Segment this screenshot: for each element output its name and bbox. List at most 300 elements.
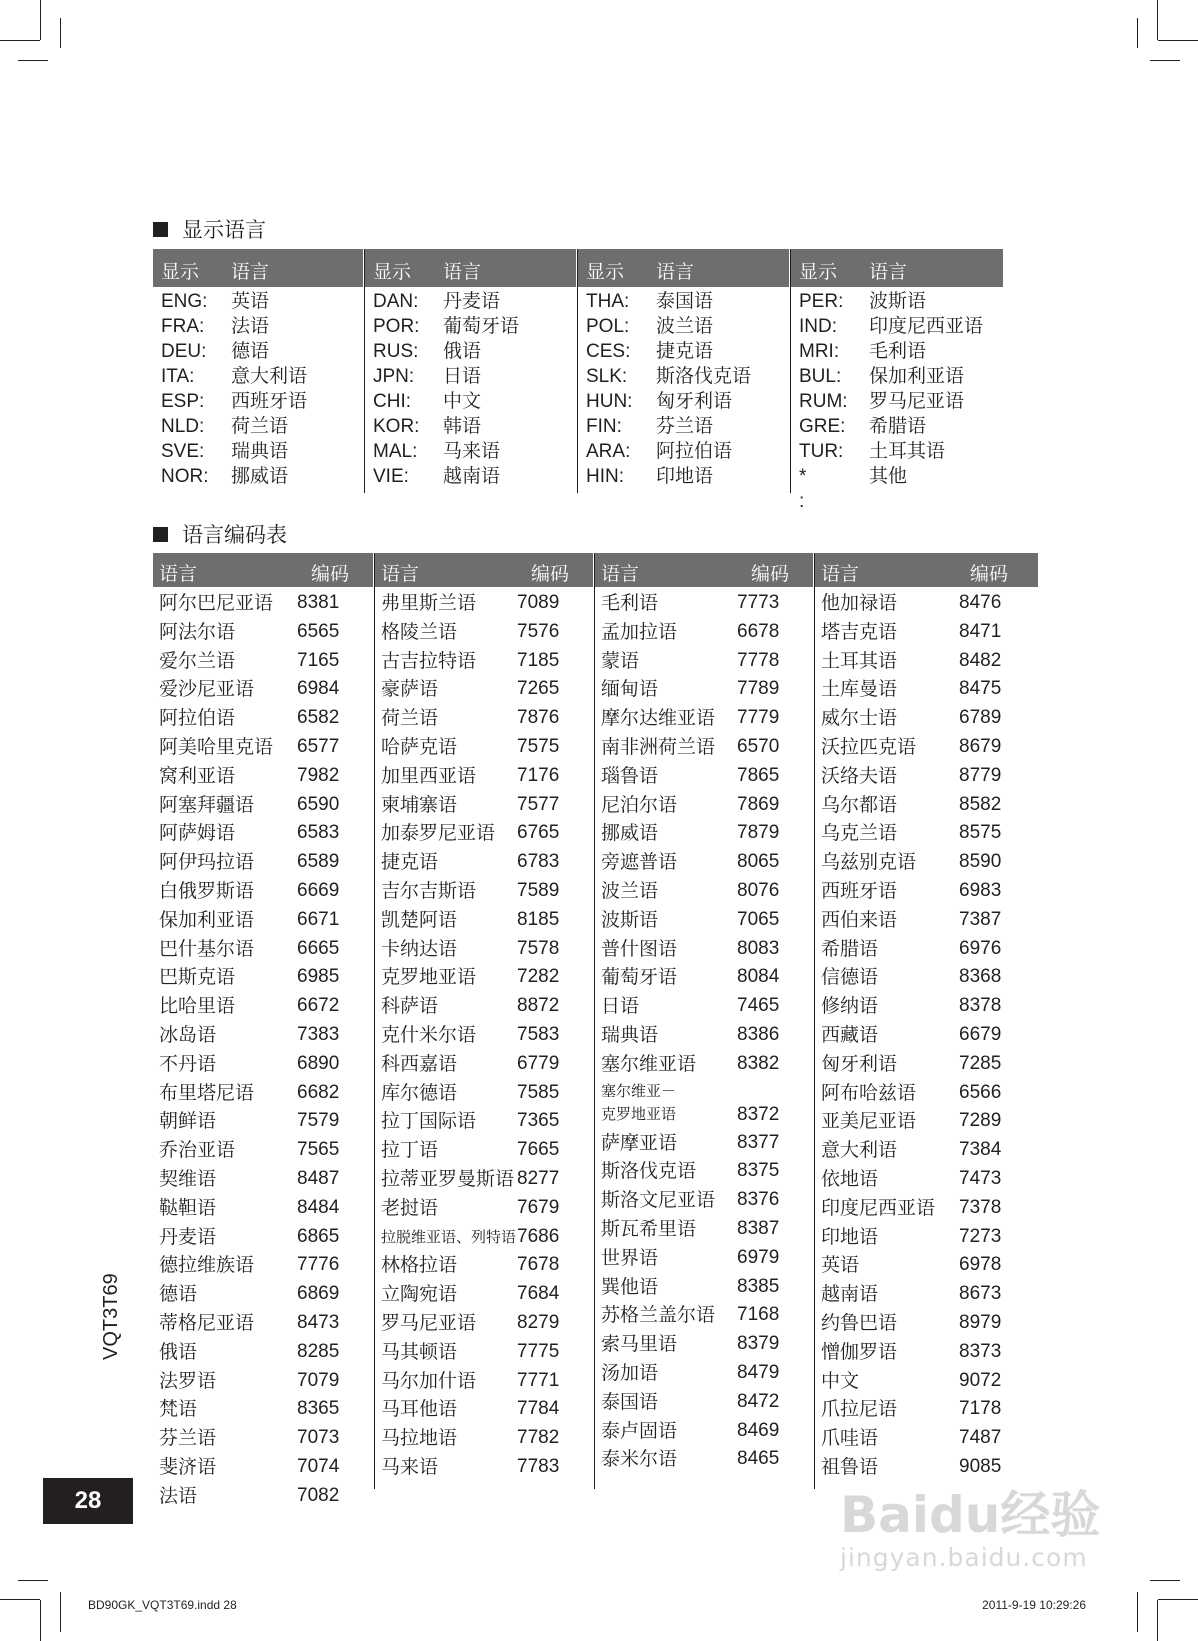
language-name: 巽他语 — [601, 1275, 659, 1298]
language-name: 乔治亚语 — [159, 1139, 236, 1162]
crop-mark — [40, 1600, 41, 1641]
language-name: 法罗语 — [159, 1369, 217, 1392]
language-name: 瑙鲁语 — [601, 764, 659, 787]
language-code: 6890 — [297, 1052, 340, 1074]
crop-mark — [1150, 60, 1180, 61]
header-language: 语言 — [869, 261, 908, 283]
language-code: 8375 — [737, 1160, 780, 1182]
header-language: 语言 — [381, 563, 420, 585]
language-code: 6679 — [959, 1023, 1002, 1045]
display-code: ESP: — [161, 391, 205, 412]
language-name: 乌克兰语 — [821, 822, 898, 845]
column-divider — [790, 249, 791, 493]
language-code: 7579 — [297, 1110, 340, 1132]
language-name: 保加利亚语 — [159, 908, 255, 931]
language-name: 希腊语 — [821, 937, 879, 960]
header-code: 编码 — [970, 563, 1009, 585]
language-code: 7168 — [737, 1304, 780, 1326]
language-name: 丹麦语 — [443, 290, 501, 312]
language-name: 拉脱维亚语、列特语 — [381, 1227, 517, 1246]
square-bullet-icon — [153, 222, 168, 237]
language-name: 孟加拉语 — [601, 620, 678, 643]
language-code: 8473 — [297, 1311, 340, 1333]
display-language-title — [153, 214, 266, 244]
language-name: 捷克语 — [656, 340, 714, 362]
language-name: 爱沙尼亚语 — [159, 678, 255, 701]
language-code: 6985 — [297, 966, 340, 988]
language-code: 8476 — [959, 592, 1002, 613]
language-name: 马来语 — [443, 440, 501, 462]
language-name: 毛利语 — [869, 340, 927, 362]
language-name: 保加利亚语 — [869, 365, 965, 387]
header-language: 语言 — [601, 563, 640, 585]
language-name: 凯楚阿语 — [381, 908, 458, 931]
display-code: CES: — [586, 341, 631, 362]
language-code: 6566 — [959, 1081, 1002, 1103]
language-name: 希腊语 — [869, 415, 927, 437]
language-name: 马来语 — [381, 1455, 439, 1478]
language-name: 不丹语 — [159, 1052, 217, 1075]
language-code: 7384 — [959, 1139, 1002, 1161]
language-name: 越南语 — [821, 1283, 879, 1306]
language-name: 荷兰语 — [381, 707, 439, 730]
language-code: 6869 — [297, 1283, 340, 1305]
column-divider — [577, 249, 578, 493]
language-code: 7383 — [297, 1023, 340, 1045]
language-code: 6671 — [297, 908, 340, 930]
language-name: 依地语 — [821, 1167, 879, 1190]
language-name: 英语 — [821, 1254, 860, 1277]
language-name: 沃拉匹克语 — [821, 735, 917, 758]
language-name: 白俄罗斯语 — [159, 879, 255, 902]
language-name: 泰米尔语 — [601, 1448, 678, 1471]
language-code: 7789 — [737, 678, 780, 700]
language-code: 8386 — [737, 1023, 780, 1045]
language-name: 吉尔吉斯语 — [381, 879, 477, 902]
header-display: 显示 — [373, 261, 412, 283]
table-header — [595, 553, 813, 587]
language-code: 7089 — [517, 592, 560, 613]
language-code: 8277 — [517, 1167, 560, 1189]
language-name: 罗马尼亚语 — [869, 390, 965, 412]
language-name: 柬埔寨语 — [381, 793, 458, 816]
language-name: 拉丁语 — [381, 1139, 439, 1162]
crop-mark — [1157, 0, 1158, 40]
language-name: 科萨语 — [381, 995, 439, 1018]
language-code: 6570 — [737, 735, 780, 757]
language-name: 豪萨语 — [381, 678, 439, 701]
language-code: 8872 — [517, 995, 560, 1017]
language-code: 7079 — [297, 1369, 340, 1391]
language-code: 6682 — [297, 1081, 340, 1103]
crop-mark — [1137, 1592, 1138, 1632]
language-code: 7176 — [517, 764, 560, 786]
language-name: 阿伊玛拉语 — [159, 851, 255, 874]
language-code: 8471 — [959, 620, 1002, 642]
language-name: 亚美尼亚语 — [821, 1110, 917, 1133]
display-code: FRA: — [161, 316, 205, 337]
header-code: 编码 — [751, 563, 790, 585]
language-name: 库尔德语 — [381, 1081, 458, 1104]
language-name: 乌尔都语 — [821, 793, 898, 816]
language-name: 拉丁国际语 — [381, 1110, 477, 1133]
language-code: 9085 — [959, 1455, 1002, 1477]
language-code: 8472 — [737, 1390, 780, 1412]
language-code: 7678 — [517, 1254, 560, 1276]
language-name: 南非洲荷兰语 — [601, 735, 716, 758]
language-name: 索马里语 — [601, 1333, 678, 1356]
table-header — [365, 249, 576, 287]
language-name: 法语 — [231, 315, 270, 337]
language-name: 德拉维族语 — [159, 1254, 255, 1277]
language-code: 6565 — [297, 620, 340, 642]
crop-mark — [1158, 40, 1198, 41]
language-name: 德语 — [231, 340, 270, 362]
language-name: 巴什基尔语 — [159, 937, 255, 960]
language-code: 7289 — [959, 1110, 1002, 1132]
language-name: 意大利语 — [231, 365, 308, 387]
language-code: 7982 — [297, 764, 340, 786]
language-code: 7575 — [517, 735, 560, 757]
crop-mark — [18, 60, 48, 61]
language-name: 泰国语 — [601, 1390, 659, 1413]
language-name: 立陶宛语 — [381, 1283, 458, 1306]
table-header — [375, 553, 593, 587]
header-language: 语言 — [656, 261, 695, 283]
language-code: 6589 — [297, 851, 340, 873]
language-name: 波兰语 — [601, 879, 659, 902]
language-code: 7282 — [517, 966, 560, 988]
language-code: 8482 — [959, 649, 1002, 671]
language-code: 7784 — [517, 1398, 560, 1420]
crop-mark — [1158, 1599, 1198, 1600]
language-code: 7576 — [517, 620, 560, 642]
column-divider — [814, 553, 815, 1489]
language-code: 7775 — [517, 1340, 560, 1362]
language-code: 6976 — [959, 937, 1002, 959]
language-name: 老挝语 — [381, 1196, 439, 1219]
language-code: 7565 — [297, 1139, 340, 1161]
language-code: 8779 — [959, 764, 1002, 786]
display-code: ARA: — [586, 441, 631, 462]
language-code: 7585 — [517, 1081, 560, 1103]
header-language: 语言 — [821, 563, 860, 585]
language-code: 8376 — [737, 1189, 780, 1211]
language-code: 7773 — [737, 592, 780, 613]
footer-filename: BD90GK_VQT3T69.indd 28 — [88, 1598, 237, 1612]
display-code: POR: — [373, 316, 420, 337]
crop-mark — [60, 18, 61, 48]
language-name: 中文 — [443, 390, 482, 412]
display-code: JPN: — [373, 366, 415, 387]
crop-mark — [1157, 1600, 1158, 1641]
display-code: ITA: — [161, 366, 195, 387]
display-code: FIN: — [586, 416, 622, 437]
language-name: 荷兰语 — [231, 415, 289, 437]
language-name: 阿萨姆语 — [159, 822, 236, 845]
document-code: VQT3T69 — [100, 1273, 122, 1360]
language-name: 斐济语 — [159, 1455, 217, 1478]
language-code: 7879 — [737, 822, 780, 844]
language-name: 加里西亚语 — [381, 764, 477, 787]
language-code: 7679 — [517, 1196, 560, 1218]
language-name: 哈萨克语 — [381, 735, 458, 758]
language-code: 7684 — [517, 1283, 560, 1305]
language-name: 印地语 — [656, 465, 714, 487]
display-code: DEU: — [161, 341, 207, 362]
column-divider — [364, 249, 365, 493]
language-code: 8377 — [737, 1131, 780, 1153]
language-name: 马其顿语 — [381, 1340, 458, 1363]
language-name: 波兰语 — [656, 315, 714, 337]
language-name: 阿尔巴尼亚语 — [159, 592, 274, 614]
table-header — [153, 249, 363, 287]
language-code: 8379 — [737, 1333, 780, 1355]
header-language: 语言 — [159, 563, 198, 585]
language-code: 8065 — [737, 851, 780, 873]
language-name: 罗马尼亚语 — [381, 1311, 477, 1334]
language-code: 7082 — [297, 1484, 340, 1506]
language-code: 7065 — [737, 908, 780, 930]
language-name: 窝利亚语 — [159, 764, 236, 787]
language-name: 塞尔维亚语 — [601, 1052, 697, 1075]
language-code: 8076 — [737, 879, 780, 901]
language-name: 阿塞拜疆语 — [159, 793, 255, 816]
language-code: 8365 — [297, 1398, 340, 1420]
language-code: 8279 — [517, 1311, 560, 1333]
language-code: 8673 — [959, 1283, 1002, 1305]
language-name: 葡萄牙语 — [601, 966, 678, 989]
language-name: 约鲁巴语 — [821, 1311, 898, 1334]
language-name: 马尔加什语 — [381, 1369, 477, 1392]
language-name: 布里塔尼语 — [159, 1081, 255, 1104]
language-code: 8084 — [737, 966, 780, 988]
language-name: 马耳他语 — [381, 1398, 458, 1421]
table-header — [578, 249, 789, 287]
language-name: 弗里斯兰语 — [381, 592, 477, 614]
language-code: 7778 — [737, 649, 780, 671]
language-code: 6865 — [297, 1225, 340, 1247]
language-code: 7686 — [517, 1225, 560, 1247]
language-code: 7165 — [297, 649, 340, 671]
language-name: 蒙语 — [601, 649, 640, 672]
language-name: 捷克语 — [381, 851, 439, 874]
language-code: 6984 — [297, 678, 340, 700]
language-code: 8285 — [297, 1340, 340, 1362]
language-code: 8083 — [737, 937, 780, 959]
display-code: GRE: — [799, 416, 846, 437]
table-header — [815, 553, 1038, 587]
language-name: 他加禄语 — [821, 592, 898, 614]
language-name: 信德语 — [821, 966, 879, 989]
language-name: 其他 — [869, 465, 908, 487]
language-name: 冰岛语 — [159, 1023, 217, 1046]
language-code: 7578 — [517, 937, 560, 959]
display-code: IND: — [799, 316, 837, 337]
column-divider — [374, 553, 375, 1489]
language-code: 7782 — [517, 1427, 560, 1449]
language-code: 7776 — [297, 1254, 340, 1276]
display-language-table — [153, 249, 1003, 512]
language-code: 8475 — [959, 678, 1002, 700]
language-code: 8487 — [297, 1167, 340, 1189]
language-code: 8590 — [959, 851, 1002, 873]
language-code: 8469 — [737, 1419, 780, 1441]
language-name: 鞑靼语 — [159, 1196, 217, 1219]
display-code: SVE: — [161, 441, 205, 462]
language-code: 8484 — [297, 1196, 340, 1218]
language-name: 印地语 — [821, 1225, 879, 1248]
language-name: 日语 — [601, 995, 640, 1018]
language-code: 7074 — [297, 1455, 340, 1477]
language-name: 朝鲜语 — [159, 1110, 217, 1133]
column-divider — [594, 553, 595, 1489]
header-language: 语言 — [231, 261, 270, 283]
language-name: 旁遮普语 — [601, 851, 678, 874]
language-name: 爱尔兰语 — [159, 649, 236, 672]
language-name: 塞尔维亚－ 克罗地亚语 — [601, 1081, 677, 1123]
header-display: 显示 — [586, 261, 625, 283]
language-name: 憎伽罗语 — [821, 1340, 898, 1363]
language-code: 8373 — [959, 1340, 1002, 1362]
language-name: 匈牙利语 — [656, 390, 733, 412]
language-name: 马拉地语 — [381, 1427, 458, 1450]
language-code: 7073 — [297, 1427, 340, 1449]
language-name: 加泰罗尼亚语 — [381, 822, 496, 845]
language-name: 威尔士语 — [821, 707, 898, 730]
language-name: 阿拉伯语 — [656, 440, 733, 462]
crop-mark — [0, 40, 40, 41]
language-name: 德语 — [159, 1283, 198, 1306]
language-code: 8385 — [737, 1275, 780, 1297]
language-name: 芬兰语 — [159, 1427, 217, 1450]
language-name: 蒂格尼亚语 — [159, 1311, 255, 1334]
display-code: VIE: — [373, 466, 409, 487]
language-name: 克什米尔语 — [381, 1023, 477, 1046]
language-name: 丹麦语 — [159, 1225, 217, 1248]
language-code: 6577 — [297, 735, 340, 757]
language-name: 芬兰语 — [656, 415, 714, 437]
language-name: 塔吉克语 — [821, 620, 898, 643]
language-name: 匈牙利语 — [821, 1052, 898, 1075]
language-name: 阿布哈兹语 — [821, 1081, 917, 1104]
language-name: 俄语 — [443, 340, 482, 362]
display-code: SLK: — [586, 366, 628, 387]
language-name: 土耳其语 — [821, 649, 898, 672]
language-name: 西藏语 — [821, 1023, 879, 1046]
display-code: NOR: — [161, 466, 209, 487]
language-code: 7473 — [959, 1167, 1002, 1189]
language-code: 7783 — [517, 1455, 560, 1477]
language-name: 修纳语 — [821, 995, 879, 1018]
language-name: 印度尼西亚语 — [821, 1196, 936, 1219]
language-name: 克罗地亚语 — [381, 966, 477, 989]
language-name: 韩语 — [443, 415, 482, 437]
page-number: 28 — [43, 1478, 133, 1524]
language-name: 沃络夫语 — [821, 764, 898, 787]
language-code: 7273 — [959, 1225, 1002, 1247]
language-name: 缅甸语 — [601, 678, 659, 701]
language-name: 瑞典语 — [231, 440, 289, 462]
language-name: 西伯来语 — [821, 908, 898, 931]
language-code-title — [153, 519, 287, 549]
language-name: 斯洛伐克语 — [656, 365, 752, 387]
language-code: 8372 — [737, 1103, 780, 1125]
language-code: 7869 — [737, 793, 780, 815]
watermark-sub: jingyan.baidu.com — [840, 1543, 1088, 1572]
language-name: 斯瓦希里语 — [601, 1217, 697, 1240]
language-code: 8381 — [297, 592, 340, 613]
language-name: 比哈里语 — [159, 995, 236, 1018]
language-code: 7365 — [517, 1110, 560, 1132]
language-code: 7185 — [517, 649, 560, 671]
language-code: 8479 — [737, 1361, 780, 1383]
language-name: 泰国语 — [656, 290, 714, 312]
header-display: 显示 — [161, 261, 200, 283]
language-name: 越南语 — [443, 465, 501, 487]
header-display: 显示 — [799, 261, 838, 283]
display-code: RUM: — [799, 391, 848, 412]
language-code: 7771 — [517, 1369, 560, 1391]
language-code: 8378 — [959, 995, 1002, 1017]
section-title-text: 语言编码表 — [182, 523, 287, 547]
language-name: 梵语 — [159, 1398, 198, 1421]
display-code: POL: — [586, 316, 630, 337]
language-name: 葡萄牙语 — [443, 315, 520, 337]
language-name: 土耳其语 — [869, 440, 946, 462]
language-code: 6779 — [517, 1052, 560, 1074]
language-name: 泰卢固语 — [601, 1419, 678, 1442]
language-name: 卡纳达语 — [381, 937, 458, 960]
display-code: CHI: — [373, 391, 411, 412]
language-name: 西班牙语 — [821, 879, 898, 902]
language-code: 8979 — [959, 1311, 1002, 1333]
header-language: 语言 — [443, 261, 482, 283]
language-name: 瑞典语 — [601, 1023, 659, 1046]
display-code: DAN: — [373, 291, 419, 312]
header-code: 编码 — [531, 563, 570, 585]
language-name: 苏格兰盖尔语 — [601, 1304, 716, 1327]
language-code: 8368 — [959, 966, 1002, 988]
language-code: 8382 — [737, 1052, 780, 1074]
language-code: 8185 — [517, 908, 560, 930]
language-code: 7178 — [959, 1398, 1002, 1420]
language-name: 汤加语 — [601, 1361, 659, 1384]
language-name: 萨摩亚语 — [601, 1131, 678, 1154]
language-name: 巴斯克语 — [159, 966, 236, 989]
display-code: THA: — [586, 291, 630, 312]
table-header — [153, 553, 373, 587]
language-code: 7665 — [517, 1139, 560, 1161]
language-name: 拉蒂亚罗曼斯语 — [381, 1167, 515, 1190]
language-name: 摩尔达维亚语 — [601, 707, 716, 730]
language-name: 祖鲁语 — [821, 1455, 879, 1478]
display-code: NLD: — [161, 416, 205, 437]
language-name: 科西嘉语 — [381, 1052, 458, 1075]
language-name: 波斯语 — [869, 290, 927, 312]
language-code: 6582 — [297, 707, 340, 729]
display-code: TUR: — [799, 441, 844, 462]
crop-mark — [0, 1599, 40, 1600]
language-code: 8679 — [959, 735, 1002, 757]
language-name: 斯洛伐克语 — [601, 1160, 697, 1183]
language-code: 7285 — [959, 1052, 1002, 1074]
language-code: 6590 — [297, 793, 340, 815]
language-code: 6978 — [959, 1254, 1002, 1276]
language-name: 印度尼西亚语 — [869, 315, 984, 337]
language-code: 8465 — [737, 1448, 780, 1470]
language-code: 7487 — [959, 1427, 1002, 1449]
